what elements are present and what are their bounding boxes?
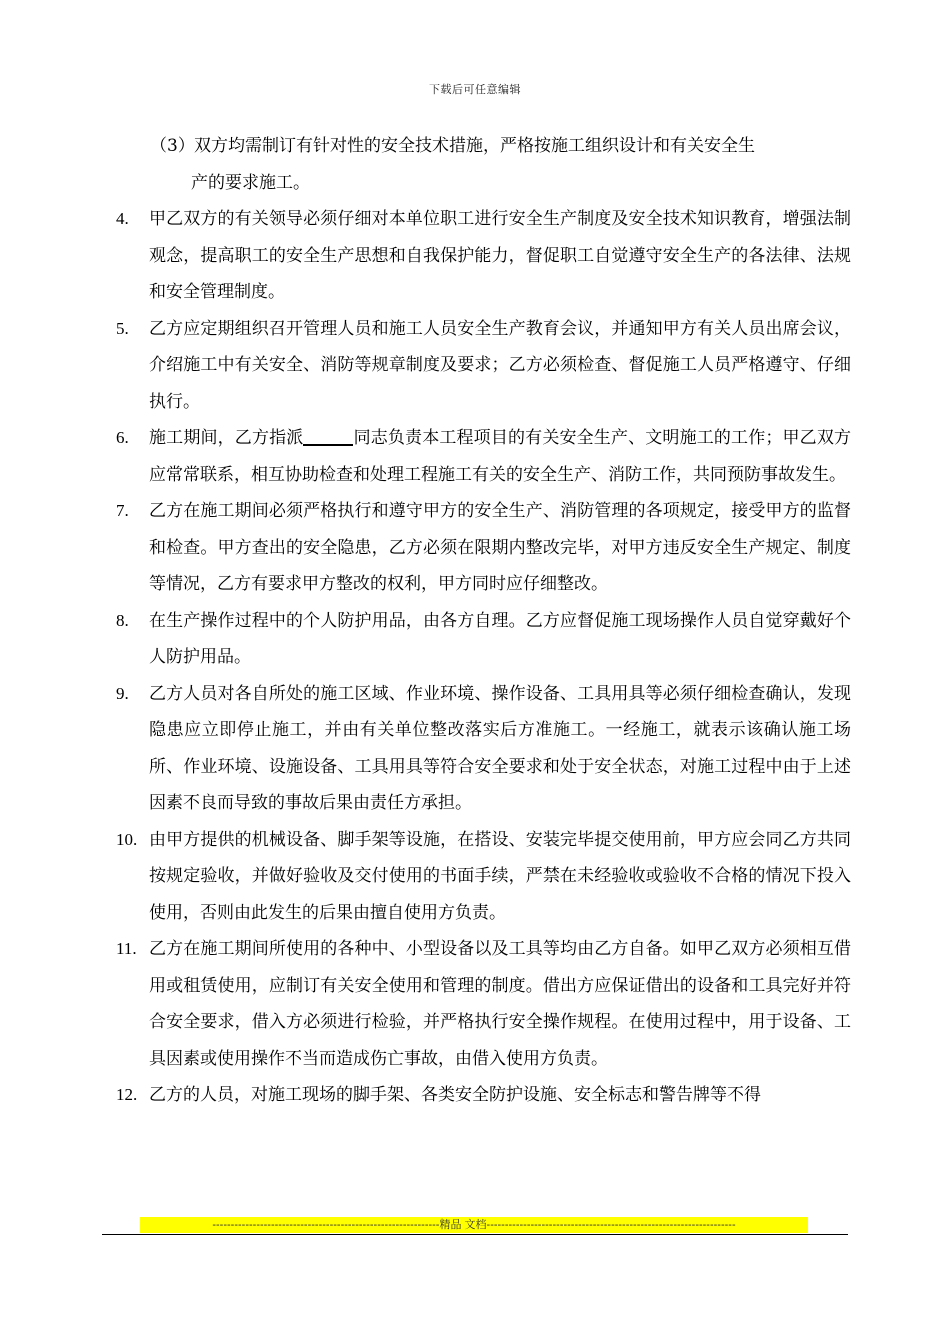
page-header: 下载后可任意编辑	[429, 83, 521, 96]
list-item-number: 4.	[116, 209, 129, 228]
list-item-text	[149, 420, 851, 493]
document-body	[116, 128, 851, 1114]
sub-item-number: （3）	[150, 136, 195, 156]
footer-divider	[102, 1234, 848, 1235]
list-item-number: 5.	[116, 318, 129, 338]
list-item-number: 8.	[116, 610, 129, 630]
sub-item-3	[116, 128, 851, 201]
list-item-9	[116, 676, 851, 822]
list-item-8	[116, 603, 851, 676]
sub-item-text	[191, 128, 851, 201]
list-item-text: 乙方人员对各自所处的施工区域、作业环境、操作设备、工具用具等必须仔细检查确认，发现隐患应立即停止施工，并由有关单位整改落实后方准施工。一经施工，就表示该确认施工场所、作业环境、设施设备、工具用具等符合安全要求和处于安全状态，对施工过程中由于上述因素不良而导致的事故后果由责任方承担。	[149, 683, 851, 813]
list-item-4	[116, 201, 851, 311]
list-item-5	[116, 311, 851, 421]
list-item-6	[116, 420, 851, 493]
sub-item-line-1: 双方均需制订有针对性的安全技术措施，严格按施工组织设计和有关安全生	[194, 136, 755, 156]
list-item-number: 11.	[116, 939, 137, 958]
fill-in-blank	[303, 424, 353, 446]
list-item-text: 甲乙双方的有关领导必须仔细对本单位职工进行安全生产制度及安全技术知识教育，增强法制观念，提高职工的安全生产思想和自我保护能力，督促职工自觉遵守安全生产的各法律、法规和安全管理制度。	[149, 209, 851, 302]
list-item-text: 乙方在施工期间所使用的各种中、小型设备以及工具等均由乙方自备。如甲乙双方必须相互借用或租赁使用，应制订有关安全使用和管理的制度。借出方应保证借出的设备和工具完好并符合安全要求，借入方必须进行检验，并严格执行安全操作规程。在使用过程中，用于设备、工具因素或使用操作不当而造成伤亡事故，由借入使用方负责。	[149, 939, 851, 1069]
list-item-text: 乙方应定期组织召开管理人员和施工人员安全生产教育会议，并通知甲方有关人员出席会议，介绍施工中有关安全、消防等规章制度及要求；乙方必须检查、督促施工人员严格遵守、仔细执行。	[149, 318, 851, 412]
list-item-12	[116, 1077, 851, 1114]
list-item-7	[116, 493, 851, 603]
list-item-number: 10.	[116, 829, 138, 849]
list-item-10	[116, 822, 851, 932]
list-item-number: 6.	[116, 428, 129, 447]
list-item-text-before-blank: 施工期间，乙方指派	[149, 428, 304, 448]
list-item-11	[116, 931, 851, 1077]
list-item-text: 在生产操作过程中的个人防护用品，由各方自理。乙方应督促施工现场操作人员自觉穿戴好个人防护用品。	[149, 610, 851, 667]
list-item-text-after-blank: 同志负责本工程项目的有关安全生产、文明施工的工作；甲乙双方应常常联系，相互协助检查和处理工程施工有关的安全生产、消防工作，共同预防事故发生。	[149, 428, 851, 485]
list-item-text: 乙方的人员，对施工现场的脚手架、各类安全防护设施、安全标志和警告牌等不得	[149, 1085, 761, 1105]
footer-banner: --------------------------------------------------------------精品 文档--------------------------------------------------------------------	[140, 1217, 808, 1233]
list-item-number: 9.	[116, 683, 129, 703]
sub-item-line-2: 产的要求施工。	[191, 172, 310, 193]
list-item-number: 12.	[116, 1085, 138, 1104]
list-item-text: 由甲方提供的机械设备、脚手架等设施，在搭设、安装完毕提交使用前，甲方应会同乙方共同按规定验收，并做好验收及交付使用的书面手续，严禁在未经验收或验收不合格的情况下投入使用，否则由此发生的后果由擅自使用方负责。	[149, 829, 851, 923]
list-item-number: 7.	[116, 501, 129, 520]
list-item-text: 乙方在施工期间必须严格执行和遵守甲方的安全生产、消防管理的各项规定，接受甲方的监督和检查。甲方查出的安全隐患，乙方必须在限期内整改完毕，对甲方违反安全生产规定、制度等情况，乙方有要求甲方整改的权利，甲方同时应仔细整改。	[149, 501, 851, 594]
